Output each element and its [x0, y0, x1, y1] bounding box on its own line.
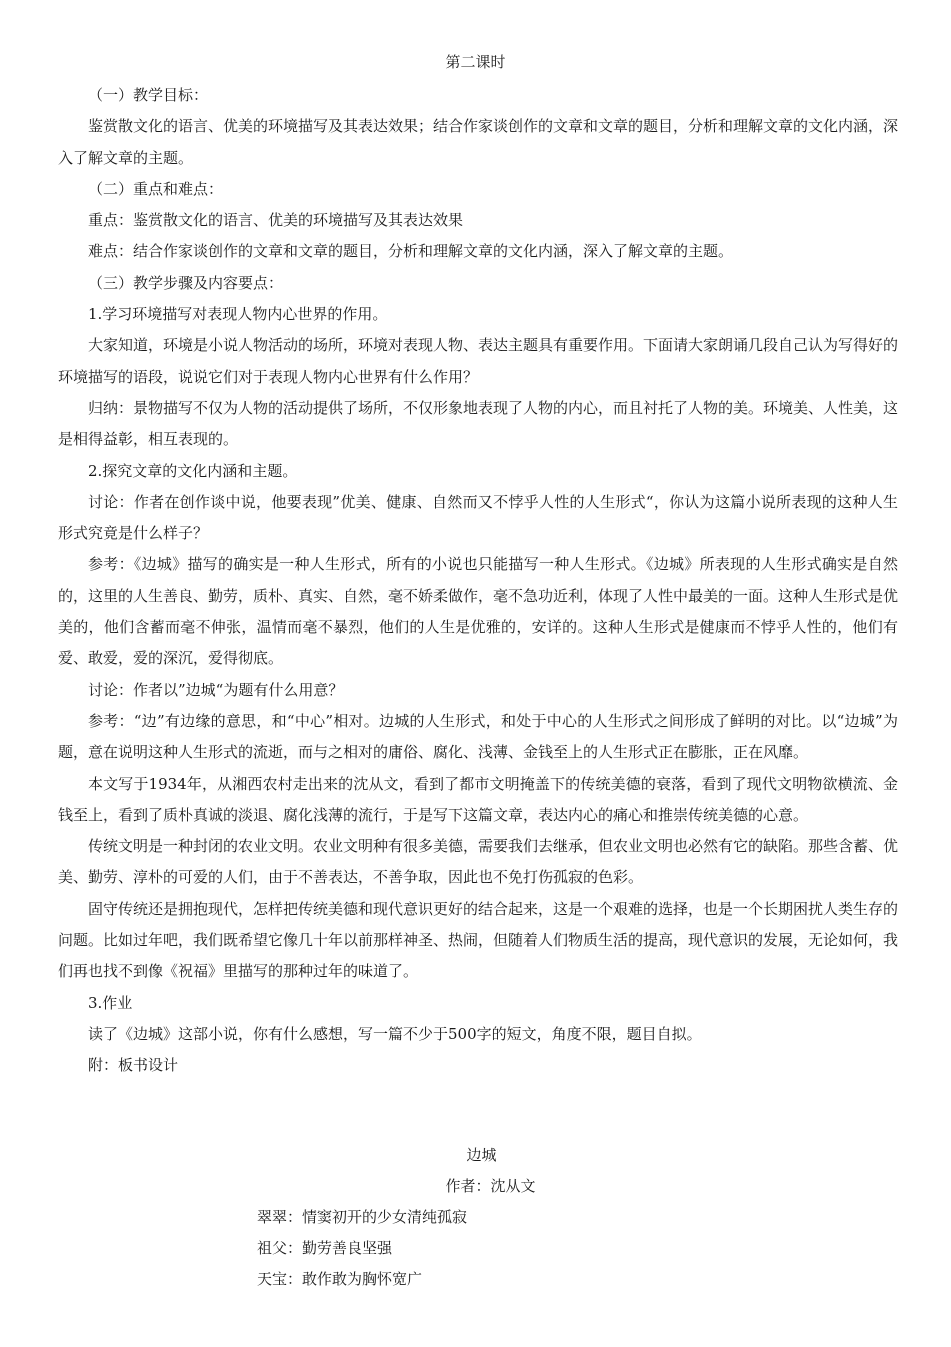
paragraph-background: 本文写于1934年，从湘西农村走出来的沈从文，看到了都市文明掩盖下的传统美德的衰落，看到了现代文明物欲横流、金钱至上，看到了质朴真诚的淡退、腐化浅薄的流行，于是写下这篇文章，表达内心的痛心和推崇传统美德的心意。: [58, 774, 898, 824]
paragraph-discussion-1: 讨论：作者在创作谈中说，他要表现”优美、健康、自然而又不悖乎人性的人生形式“，你认为这篇小说所表现的这种人生形式究竟是什么样子？: [58, 492, 898, 543]
paragraph-appendix-label: 附：板书设计: [88, 1056, 179, 1075]
paragraph-step1-summary: 归纳：景物描写不仅为人物的活动提供了场所，不仅形象地表现了人物的内心，而且衬托了人物的美。环境美、人性美，这是相得益彰，相互表现的。: [58, 398, 899, 449]
section-heading-steps: （三）教学步骤及内容要点：: [88, 273, 284, 292]
paragraph-reference-2: 参考：“边”有边缘的意思，和“中心”相对。边城的人生形式，和处于中心的人生形式之间形成了鲜明的对比。以“边城”为题，意在说明这种人生形式的流逝，而与之相对的庸俗、腐化、浅薄、金钱至上的人生形式正在膨胀，正在风靡。: [58, 711, 898, 762]
paragraph-homework: 读了《边城》这部小说，你有什么感想，写一篇不少于500字的短文，角度不限，题目自拟。: [88, 1024, 702, 1043]
paragraph-objectives: 鉴赏散文化的语言、优美的环境描写及其表达效果；结合作家谈创作的文章和文章的题目，分析和理解文章的文化内涵，深入了解文章的主题。: [58, 117, 899, 167]
paragraph-discussion-2: 讨论：作者以”边城“为题有什么用意？: [88, 680, 344, 699]
board-character-tianbao: 天宝：敢作敢为胸怀宽广: [257, 1270, 423, 1288]
board-title: 边城: [466, 1146, 497, 1164]
lesson-title: 第二课时: [445, 53, 506, 71]
section-heading-key-points: （二）重点和难点：: [88, 179, 224, 198]
board-character-cuicui: 翠翠：情窦初开的少女清纯孤寂: [257, 1208, 468, 1226]
board-character-grandfather: 祖父：勤劳善良坚强: [257, 1239, 393, 1257]
step-heading-3: 3.作业: [88, 993, 133, 1012]
section-heading-objectives: （一）教学目标：: [88, 86, 209, 104]
blackboard-design: [0, 1140, 951, 1295]
document-body: [58, 80, 898, 1082]
paragraph-key-point: 重点：鉴赏散文化的语言、优美的环境描写及其表达效果: [88, 211, 464, 230]
paragraph-step1-intro: 大家知道，环境是小说人物活动的场所，环境对表现人物、表达主题具有重要作用。下面请大家朗诵几段自己认为写得好的环境描写的语段，说说它们对于表现人物内心世界有什么作用？: [58, 336, 899, 386]
board-author: 作者：沈从文: [445, 1177, 536, 1195]
paragraph-tradition: 传统文明是一种封闭的农业文明。农业文明种有很多美德，需要我们去继承，但农业文明也必然有它的缺陷。那些含蓄、优美、勤劳、淳朴的可爱的人们，由于不善表达，不善争取，因此也不免打伤孤寂的色彩。: [58, 837, 899, 887]
paragraph-reference-1: 参考：《边城》描写的确实是一种人生形式，所有的小说也只能描写一种人生形式。《边城》所表现的人生形式确实是自然的，这里的人生善良、勤劳，质朴、真实、自然，毫不娇柔做作，毫不急功近利，体现了人性中最美的一面。这种人生形式是优美的，他们含蓄而毫不伸张，温情而毫不暴烈，他们的人生是优雅的，安详的。这种人生形式是健康而不悖乎人性的，他们有爱、敢爱，爱的深沉，爱得彻底。: [58, 555, 899, 668]
step-heading-2: 2.探究文章的文化内涵和主题。: [88, 461, 298, 480]
paragraph-difficulty: 难点：结合作家谈创作的文章和文章的题目，分析和理解文章的文化内涵，深入了解文章的主题。: [88, 242, 734, 261]
step-heading-1: 1.学习环境描写对表现人物内心世界的作用。: [88, 305, 388, 324]
paragraph-modernity: 固守传统还是拥抱现代，怎样把传统美德和现代意识更好的结合起来，这是一个艰难的选择，也是一个长期困扰人类生存的问题。比如过年吧，我们既希望它像几十年以前那样神圣、热闹，但随着人们物质生活的提高，现代意识的发展，无论如何，我们再也找不到像《祝福》里描写的那种过年的味道了。: [58, 899, 899, 981]
